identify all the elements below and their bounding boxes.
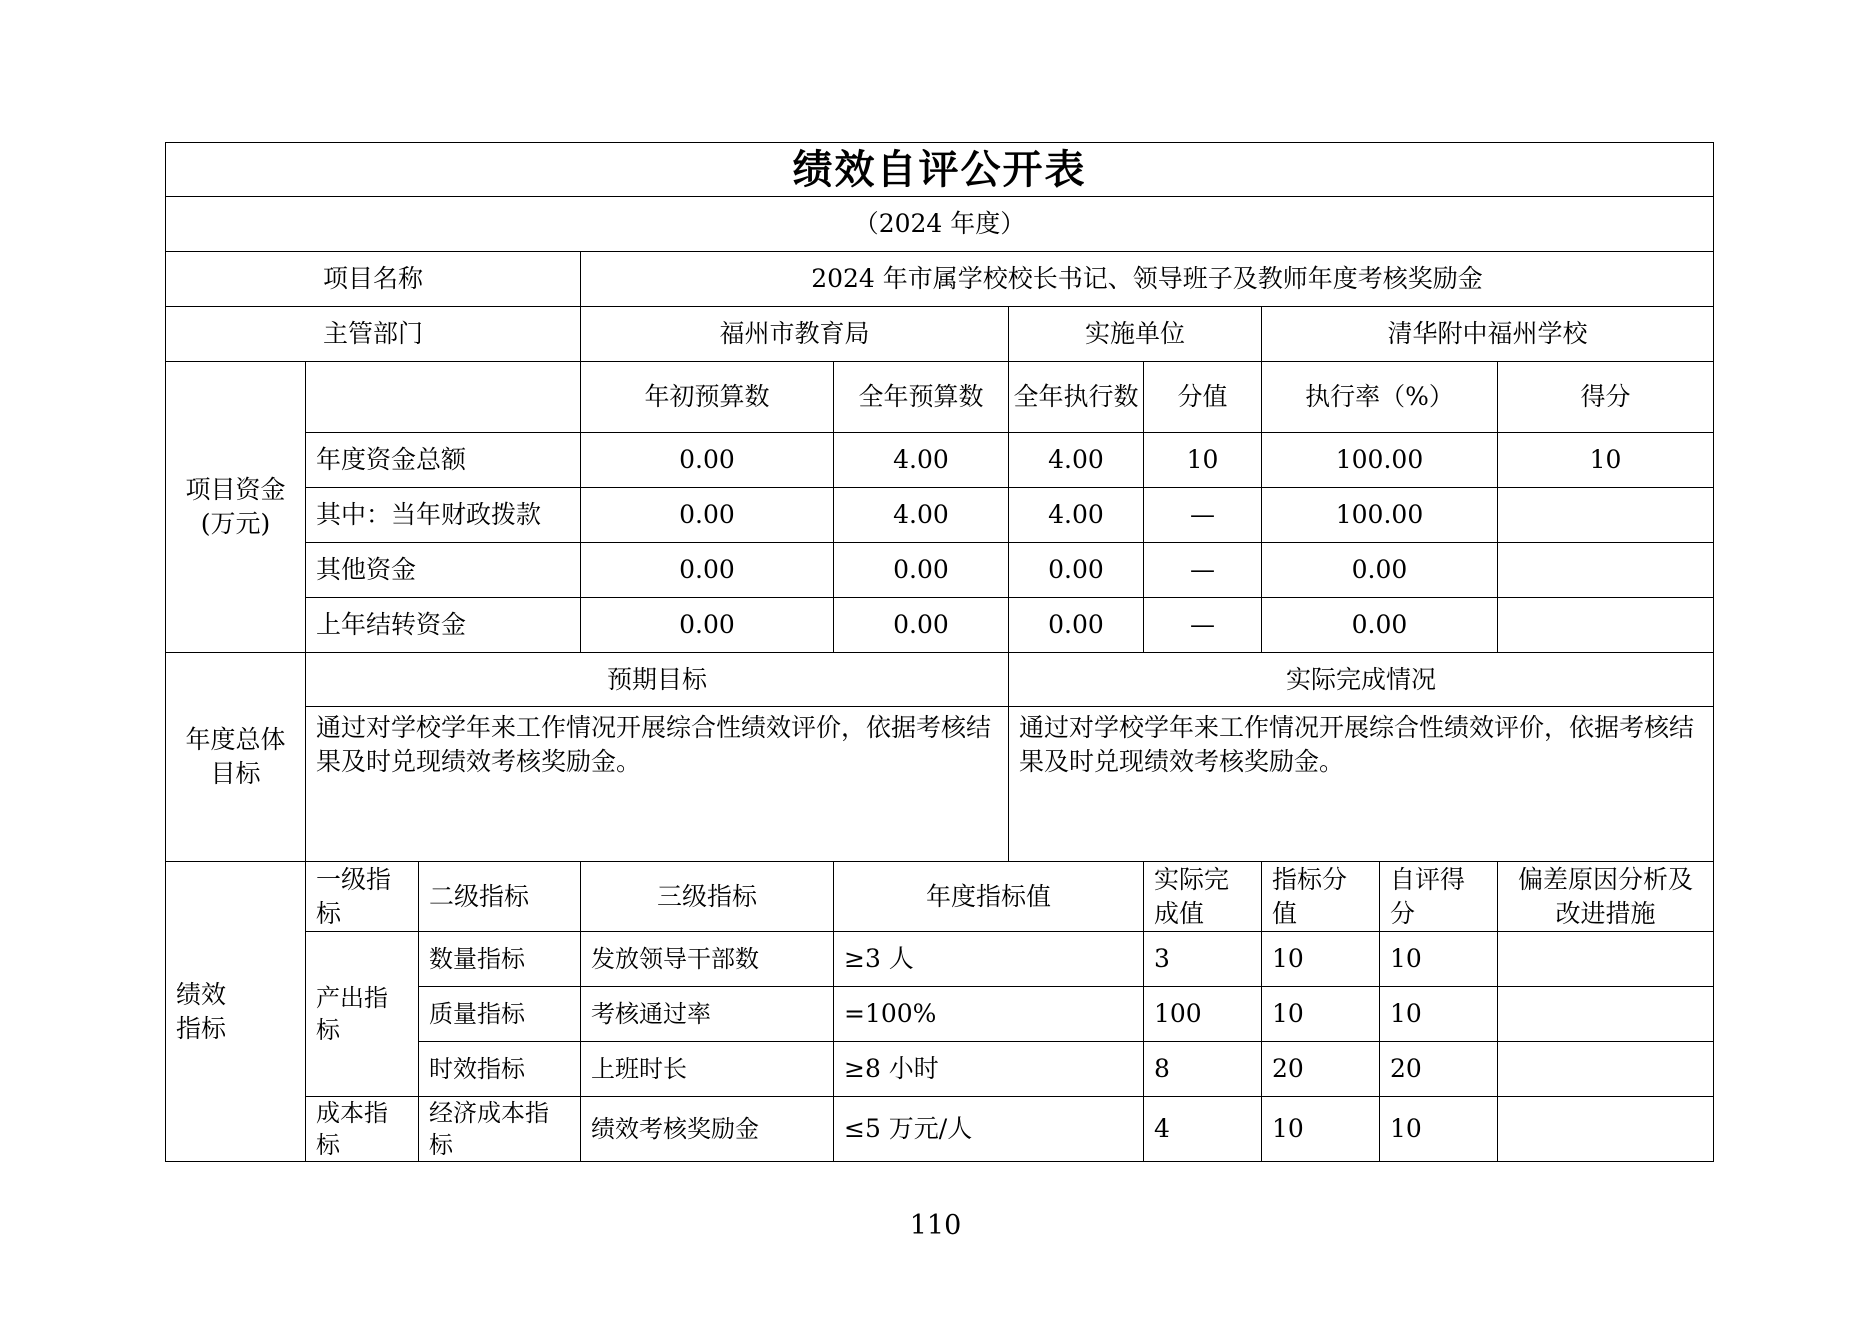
indicator-level3: 发放领导干部数 [581,932,834,987]
indicator-level3: 上班时长 [581,1042,834,1097]
indicator-header-self-score: 自评得分 [1380,862,1498,932]
indicator-target: ≥3 人 [834,932,1144,987]
indicator-level3: 考核通过率 [581,987,834,1042]
funds-row-name: 其中：当年财政拨款 [306,488,581,543]
expected-goal-header: 预期目标 [306,653,1009,707]
year-subtitle: （2024 年度） [166,197,1714,252]
funds-cell: 10 [1144,433,1262,488]
indicator-self-score: 10 [1380,987,1498,1042]
indicator-actual: 8 [1144,1042,1262,1097]
indicator-row [166,1097,1714,1162]
funds-header-annual-budget: 全年预算数 [834,362,1009,433]
funds-header-blank [306,362,581,433]
indicator-weight: 10 [1262,987,1380,1042]
funds-header-executed: 全年执行数 [1009,362,1144,433]
funds-cell [1498,543,1714,598]
actual-completion-text: 通过对学校学年来工作情况开展综合性绩效评价，依据考核结果及时兑现绩效考核奖励金。 [1009,707,1714,862]
funds-cell [1498,488,1714,543]
annual-goal-label: 年度总体 目标 [166,653,306,862]
indicator-self-score: 20 [1380,1042,1498,1097]
indicator-weight: 20 [1262,1042,1380,1097]
funds-header-initial-budget: 年初预算数 [581,362,834,433]
funds-header-score-weight: 分值 [1144,362,1262,433]
performance-indicators-label: 绩效 指标 [166,862,306,1162]
indicator-level3: 绩效考核奖励金 [581,1097,834,1162]
page-number: 110 [909,1210,962,1241]
performance-self-evaluation-table [165,142,1714,1162]
indicator-header-weight: 指标分值 [1262,862,1380,932]
indicator-note [1498,987,1714,1042]
indicator-level2: 时效指标 [419,1042,581,1097]
funds-cell: 0.00 [1009,543,1144,598]
indicator-weight: 10 [1262,932,1380,987]
funds-cell: 100.00 [1262,488,1498,543]
funds-cell: 4.00 [834,433,1009,488]
funds-row-name: 年度资金总额 [306,433,581,488]
funds-label: 项目资金 (万元) [166,362,306,653]
funds-row-fiscal [166,488,1714,543]
output-indicator-label: 产出指标 [306,932,419,1097]
funds-cell: 4.00 [1009,433,1144,488]
indicator-weight: 10 [1262,1097,1380,1162]
funds-cell: 4.00 [834,488,1009,543]
indicator-self-score: 10 [1380,1097,1498,1162]
funds-cell: 0.00 [1262,543,1498,598]
indicator-header-level2: 二级指标 [419,862,581,932]
indicator-header-level3: 三级指标 [581,862,834,932]
cost-indicator-label: 成本指标 [306,1097,419,1162]
funds-cell: 0.00 [581,488,834,543]
funds-cell: — [1144,543,1262,598]
project-name-value: 2024 年市属学校校长书记、领导班子及教师年度考核奖励金 [581,252,1714,307]
indicator-level2: 经济成本指标 [419,1097,581,1162]
funds-row-other [166,543,1714,598]
indicator-actual: 100 [1144,987,1262,1042]
indicator-actual: 4 [1144,1097,1262,1162]
expected-goal-text: 通过对学校学年来工作情况开展综合性绩效评价，依据考核结果及时兑现绩效考核奖励金。 [306,707,1009,862]
indicator-actual: 3 [1144,932,1262,987]
indicator-target: ≥8 小时 [834,1042,1144,1097]
project-name-label: 项目名称 [166,252,581,307]
funds-cell: 0.00 [581,598,834,653]
funds-cell: — [1144,598,1262,653]
indicator-self-score: 10 [1380,932,1498,987]
funds-cell: 0.00 [1262,598,1498,653]
implementing-unit-label: 实施单位 [1009,307,1262,362]
funds-cell: 4.00 [1009,488,1144,543]
indicator-level2: 数量指标 [419,932,581,987]
funds-header-score: 得分 [1498,362,1714,433]
indicator-note [1498,932,1714,987]
indicator-note [1498,1097,1714,1162]
indicator-header-target: 年度指标值 [834,862,1144,932]
indicator-target: =100% [834,987,1144,1042]
indicator-level2: 质量指标 [419,987,581,1042]
indicator-target: ≤5 万元/人 [834,1097,1144,1162]
funds-cell: 0.00 [581,433,834,488]
indicator-header-level1: 一级指标 [306,862,419,932]
funds-header-execution-rate: 执行率（%） [1262,362,1498,433]
funds-row-total [166,433,1714,488]
department-label: 主管部门 [166,307,581,362]
funds-cell: 0.00 [581,543,834,598]
funds-cell: 10 [1498,433,1714,488]
implementing-unit-value: 清华附中福州学校 [1262,307,1714,362]
funds-row-name: 其他资金 [306,543,581,598]
indicator-row [166,932,1714,987]
indicator-header-deviation: 偏差原因分析及改进措施 [1498,862,1714,932]
funds-row-carryover [166,598,1714,653]
funds-cell: 100.00 [1262,433,1498,488]
funds-cell [1498,598,1714,653]
indicator-header-actual: 实际完成值 [1144,862,1262,932]
performance-table-wrapper [165,142,1713,1162]
actual-completion-header: 实际完成情况 [1009,653,1714,707]
funds-row-name: 上年结转资金 [306,598,581,653]
funds-cell: — [1144,488,1262,543]
funds-cell: 0.00 [834,598,1009,653]
page-title: 绩效自评公开表 [166,143,1714,197]
department-value: 福州市教育局 [581,307,1009,362]
indicator-note [1498,1042,1714,1097]
funds-cell: 0.00 [1009,598,1144,653]
funds-cell: 0.00 [834,543,1009,598]
